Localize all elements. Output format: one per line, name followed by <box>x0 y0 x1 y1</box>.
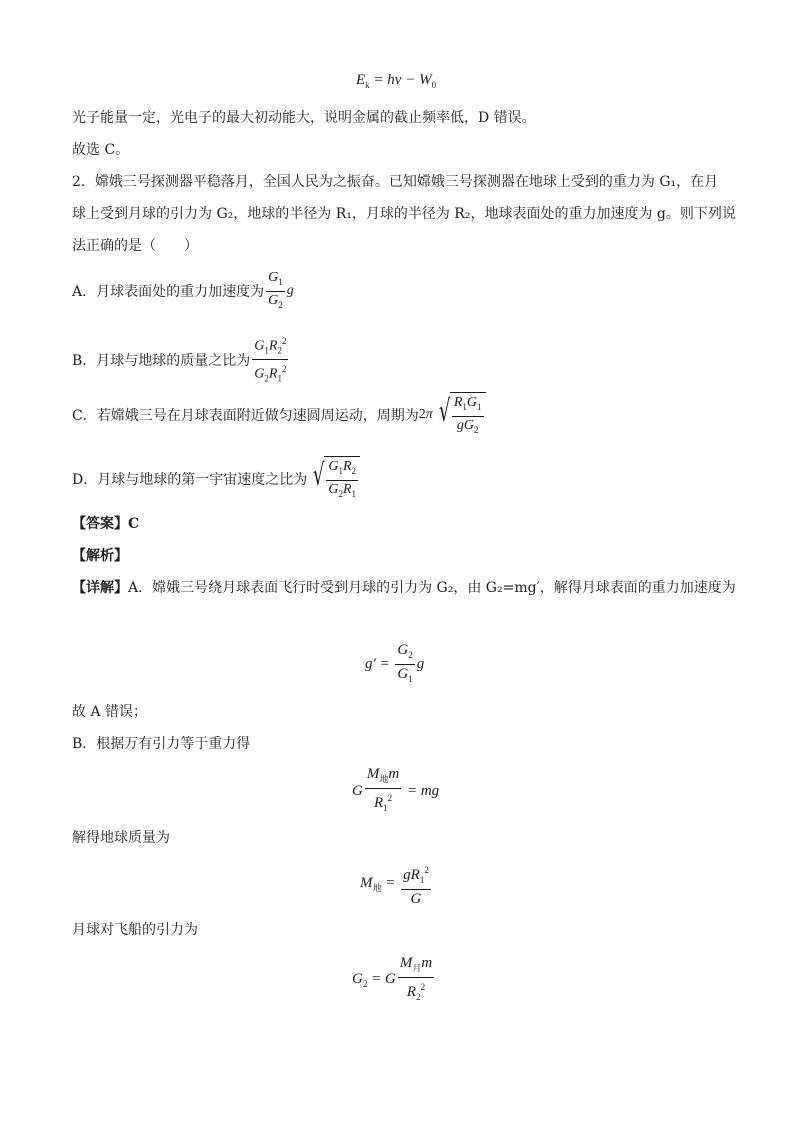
detail-line <box>72 578 736 598</box>
question-line-1: 2．嫦娥三号探测器平稳落月，全国人民为之振奋。已知嫦娥三号探测器在地球上受到的重力为 G₁，在月 <box>72 174 719 190</box>
detail-text: A．嫦娥三号绕月球表面飞行时受到月球的引力为 G₂，由 G₂=mg′，解得月球表面的重力加速度为 <box>128 580 736 596</box>
paragraph-b-intro: B．根据万有引力等于重力得 <box>72 736 251 752</box>
option-b-text: B．月球与地球的质量之比为 <box>72 352 251 369</box>
option-a-text: A．月球表面处的重力加速度为 <box>72 284 265 301</box>
option-c-sqrt: √ $\frac{R_1G_1}{gG_2}$ <box>435 392 486 438</box>
question-line-3: 法正确的是（ ） <box>72 238 198 254</box>
equation-gravity-equals-weight: G $\frac{M_地m}{R_1^2}$ = mg <box>352 766 440 813</box>
analysis-heading: 【解析】 <box>72 548 128 564</box>
option-b-fraction: $\frac{G_1R_2^2}{G_2R_1^2}$ <box>252 333 288 387</box>
option-c-text: C．若嫦娥三号在月球表面附近做匀速圆周运动，周期为 <box>72 407 419 424</box>
option-a: A．月球表面处的重力加速度为 $\frac{G_1}{G_2}$ g <box>72 270 294 313</box>
option-a-fraction: $\frac{G_1}{G_2}$ <box>268 270 283 310</box>
answer-line: 【答案】C <box>72 516 140 532</box>
option-d-sqrt: √ $\frac{G_1R_2}{G_2R_1}$ <box>309 456 360 502</box>
option-c: C．若嫦娥三号在月球表面附近做匀速圆周运动，周期为 2 π √ $\frac{R_1G_1}{gG_2}$ <box>72 392 486 438</box>
option-d-text: D．月球与地球的第一宇宙速度之比为 <box>72 471 308 488</box>
equation-moon-force: $G_2 = G$ $\frac{M_月m}{R_2^2}$ <box>352 955 433 1002</box>
detail-label: 【详解】 <box>72 580 128 596</box>
equation-earth-mass: $M_地$ = $\frac{gR_1^2}{G}$ <box>360 862 433 907</box>
paragraph-choose-c: 故选 C。 <box>72 142 130 158</box>
paragraph-moon-force: 月球对飞船的引力为 <box>72 922 198 938</box>
equation-moon-gravity: g′ = $\frac{G_2}{G_1}$ g <box>365 642 425 684</box>
equation-photoelectric: $E_k = h\nu - W_0$ <box>356 72 437 90</box>
paragraph-conclusion-d: 光子能量一定，光电子的最大初动能大，说明金属的截止频率低，D 错误。 <box>72 110 536 126</box>
option-b <box>72 333 290 387</box>
paragraph-solve-earth: 解得地球质量为 <box>72 830 170 846</box>
question-line-2: 球上受到月球的引力为 G₂，地球的半径为 R₁，月球的半径为 R₂，地球表面处的重力加速度为 g。则下列说 <box>72 206 736 222</box>
option-d <box>72 456 360 502</box>
paragraph-a-wrong: 故 A 错误； <box>72 704 148 720</box>
